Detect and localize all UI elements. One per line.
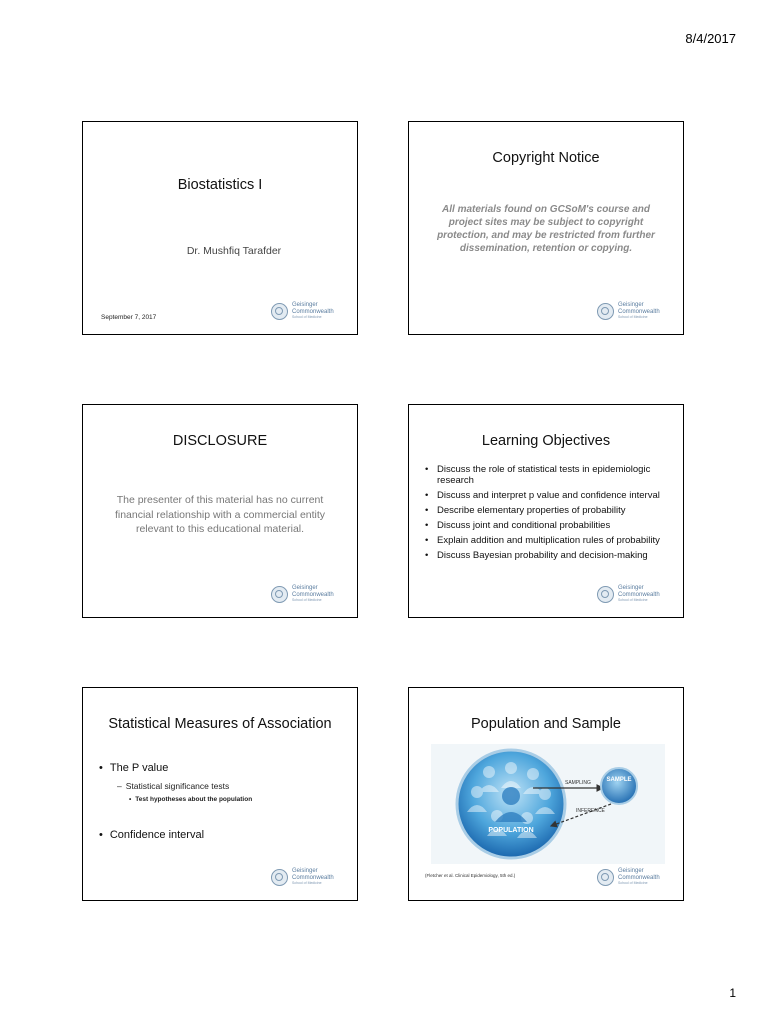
seal-icon bbox=[597, 303, 614, 320]
slide-title-text: Copyright Notice bbox=[492, 150, 600, 166]
seal-icon bbox=[271, 586, 288, 603]
logo-text: Geisinger Commonwealth School of Medicine bbox=[618, 585, 660, 602]
logo-text: Geisinger Commonwealth School of Medicine bbox=[618, 868, 660, 885]
citation: (Fletcher et al. Clinical Epidemiology, 5th ed.) bbox=[425, 873, 516, 878]
slide-title-text: Biostatistics I bbox=[177, 177, 263, 193]
geisinger-logo bbox=[597, 585, 669, 605]
slide-measures-of-association bbox=[82, 687, 358, 901]
sample-label: SAMPLE bbox=[606, 777, 632, 783]
geisinger-logo bbox=[271, 868, 343, 888]
list-item: • Describe elementary properties of probability bbox=[423, 505, 673, 516]
bullet-p-value: • The P value bbox=[99, 762, 168, 774]
slide-copyright bbox=[408, 121, 684, 335]
page-date: 8/4/2017 bbox=[685, 31, 736, 46]
list-item: • Discuss joint and conditional probabilities bbox=[423, 520, 673, 531]
geisinger-logo bbox=[597, 302, 669, 322]
list-item: • Discuss and interpret p value and confidence interval bbox=[423, 490, 673, 501]
logo-text: Geisinger Commonwealth School of Medicine bbox=[292, 868, 334, 885]
disclosure-text: The presenter of this material has no current financial relationship with a commercial entity relevant to this educational material. bbox=[114, 494, 326, 535]
list-item: • Discuss the role of statistical tests in epidemiologic research bbox=[423, 464, 673, 486]
presentation-date: September 7, 2017 bbox=[101, 314, 157, 321]
geisinger-logo bbox=[271, 585, 343, 605]
seal-icon bbox=[597, 586, 614, 603]
list-item: • Explain addition and multiplication rules of probability bbox=[423, 535, 673, 546]
slide-title bbox=[82, 121, 358, 335]
slide-population-and-sample bbox=[408, 687, 684, 901]
page-number: 1 bbox=[729, 986, 736, 1000]
slide-learning-objectives bbox=[408, 404, 684, 618]
geisinger-logo bbox=[597, 868, 669, 888]
objectives-list bbox=[423, 464, 673, 565]
logo-text: Geisinger Commonwealth School of Medicine bbox=[292, 585, 334, 602]
seal-icon bbox=[597, 869, 614, 886]
seal-icon bbox=[271, 869, 288, 886]
population-label: POPULATION bbox=[488, 827, 534, 834]
logo-text: Geisinger Commonwealth School of Medicine bbox=[292, 302, 334, 319]
bullet-confidence-interval: • Confidence interval bbox=[99, 829, 204, 841]
central-person-head bbox=[502, 787, 520, 805]
slide-title-text: DISCLOSURE bbox=[172, 433, 268, 449]
geisinger-logo bbox=[271, 302, 343, 322]
sub-sub-bullet: • Test hypotheses about the population bbox=[129, 796, 252, 803]
logo-text: Geisinger Commonwealth School of Medicine bbox=[618, 302, 660, 319]
slide-title-text: Learning Objectives bbox=[481, 433, 611, 449]
presenter-name: Dr. Mushfiq Tarafder bbox=[186, 245, 282, 257]
slide-title-text: Statistical Measures of Association bbox=[108, 716, 332, 732]
slide-title-text: Population and Sample bbox=[471, 716, 621, 732]
copyright-notice: All materials found on GCSoM's course and project sites may be subject to copyright protection, and may be restricted from further dissemination, retention or copying. bbox=[437, 204, 655, 254]
list-item: • Discuss Bayesian probability and decision-making bbox=[423, 550, 673, 561]
seal-icon bbox=[271, 303, 288, 320]
inference-label: INFERENCE bbox=[576, 808, 605, 814]
population-sample-diagram bbox=[431, 744, 665, 864]
slide-disclosure bbox=[82, 404, 358, 618]
sampling-label: SAMPLING bbox=[565, 780, 591, 786]
sub-bullet: – Statistical significance tests bbox=[117, 781, 229, 791]
sample-circle bbox=[601, 768, 637, 804]
